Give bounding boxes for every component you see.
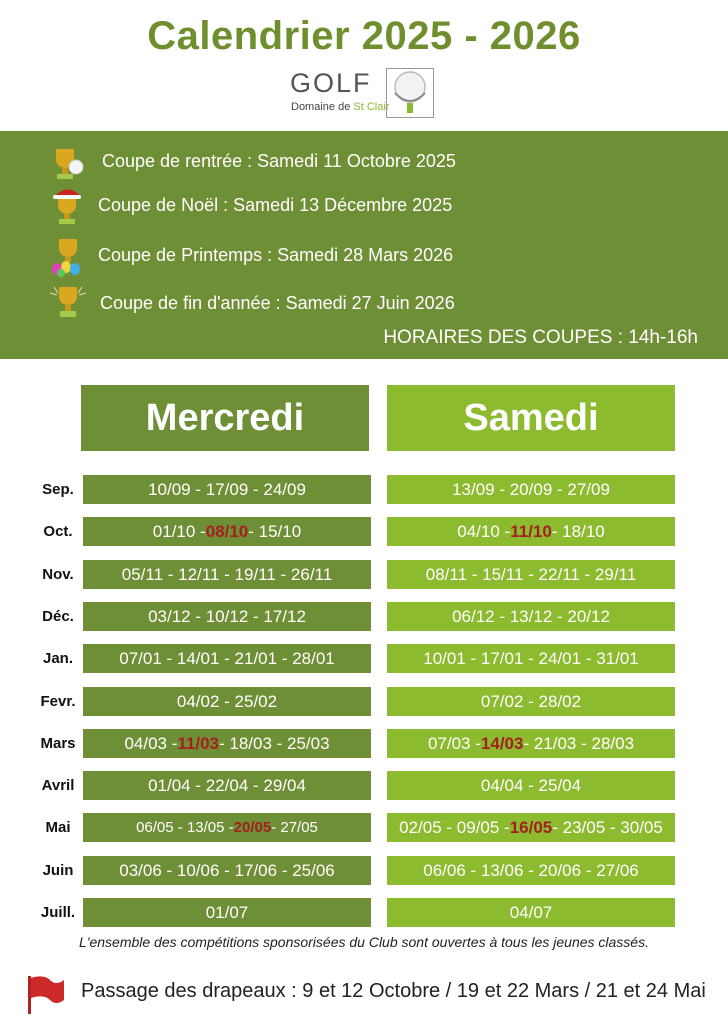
logo-sub-b: St Clair <box>353 101 390 113</box>
club-logo <box>288 68 438 120</box>
date-text: - 21/03 - 28/03 <box>523 733 635 753</box>
page-title: Calendrier 2025 - 2026 <box>147 14 581 58</box>
date-text: 07/01 - 14/01 - 21/01 - 28/01 <box>119 648 335 668</box>
cup-date-highlight: 11/10 <box>510 521 552 541</box>
cups-banner <box>0 131 728 359</box>
samedi-dates-cell <box>387 475 675 504</box>
month-label: Mai <box>45 819 71 836</box>
month-label: Juin <box>42 862 74 879</box>
month-label: Avril <box>41 777 75 794</box>
cup-date-highlight: 16/05 <box>509 817 553 837</box>
trophy-golfball-icon <box>48 145 88 185</box>
samedi-dates-cell <box>387 602 675 631</box>
date-text: 01/10 - <box>152 521 206 541</box>
mercredi-dates-cell <box>83 517 371 546</box>
samedi-dates-cell <box>387 856 675 885</box>
month-label: Oct. <box>43 523 73 540</box>
column-header-mercredi: Mercredi <box>81 385 369 451</box>
cup-date-highlight: 20/05 <box>233 819 272 836</box>
mercredi-dates-cell <box>83 602 371 631</box>
cup-row-fin-annee <box>0 283 728 323</box>
month-label: Juill. <box>40 904 76 921</box>
date-text: 13/09 - 20/09 - 27/09 <box>452 479 610 499</box>
samedi-dates-cell <box>387 771 675 800</box>
trophy-fireworks-icon <box>48 283 88 323</box>
cup-date-highlight: 08/10 <box>205 521 249 541</box>
sponsor-note: L'ensemble des compétitions sponsorisées du Club sont ouvertes à tous les jeunes classés. <box>79 934 649 950</box>
date-text: - 18/03 - 25/03 <box>218 733 330 753</box>
logo-subtitle <box>291 101 389 113</box>
date-text: 08/11 - 15/11 - 22/11 - 29/11 <box>425 564 637 584</box>
drapeaux-text: Passage des drapeaux : 9 et 12 Octobre / 19 et 22 Mars / 21 et 24 Mai <box>81 980 706 1002</box>
cup-text-rentree: Coupe de rentrée : Samedi 11 Octobre 2025 <box>102 151 456 171</box>
date-text: 10/09 - 17/09 - 24/09 <box>148 479 306 499</box>
cup-text-fin-annee: Coupe de fin d'année : Samedi 27 Juin 2026 <box>100 293 455 313</box>
date-text: 01/04 - 22/04 - 29/04 <box>148 775 306 795</box>
month-label: Mars <box>40 735 76 752</box>
date-text: 06/12 - 13/12 - 20/12 <box>452 606 610 626</box>
cup-date-highlight: 11/03 <box>177 733 219 753</box>
mercredi-dates-cell <box>83 771 371 800</box>
month-label: Fevr. <box>40 693 76 710</box>
samedi-dates-cell <box>387 560 675 589</box>
date-text: 10/01 - 17/01 - 24/01 - 31/01 <box>423 648 639 668</box>
samedi-dates-cell <box>387 687 675 716</box>
date-text: 06/05 - 13/05 - <box>136 819 234 836</box>
date-text: 07/03 - <box>427 733 481 753</box>
samedi-dates-cell <box>387 898 675 927</box>
cup-row-printemps <box>0 237 728 277</box>
date-text: 02/05 - 09/05 - <box>399 817 510 837</box>
date-text: 01/07 <box>205 902 249 922</box>
samedi-dates-cell <box>387 517 675 546</box>
cup-text-noel: Coupe de Noël : Samedi 13 Décembre 2025 <box>98 195 453 215</box>
golf-ball-icon <box>386 68 434 118</box>
month-label: Nov. <box>42 566 74 583</box>
month-label: Jan. <box>42 650 73 667</box>
samedi-dates-cell <box>387 813 675 842</box>
date-text: 04/03 - <box>124 733 178 753</box>
date-text: 04/04 - 25/04 <box>480 775 582 795</box>
date-text: 07/02 - 28/02 <box>480 691 582 711</box>
date-text: 03/12 - 10/12 - 17/12 <box>148 606 306 626</box>
date-text: 03/06 - 10/06 - 17/06 - 25/06 <box>119 860 335 880</box>
month-label: Sep. <box>42 481 74 498</box>
mercredi-dates-cell <box>83 729 371 758</box>
logo-sub-a: Domaine de <box>291 101 354 113</box>
mercredi-dates-cell <box>83 687 371 716</box>
date-text: 04/10 - <box>457 521 511 541</box>
date-text: - 27/05 <box>271 819 318 836</box>
logo-golf-text: GOLF <box>290 68 372 98</box>
date-text: - 15/10 <box>248 521 302 541</box>
date-text: 04/07 <box>509 902 553 922</box>
date-text: - 18/10 <box>551 521 605 541</box>
samedi-dates-cell <box>387 729 675 758</box>
date-text: 06/06 - 13/06 - 20/06 - 27/06 <box>423 860 639 880</box>
cup-text-printemps: Coupe de Printemps : Samedi 28 Mars 2026 <box>98 245 454 265</box>
month-label: Déc. <box>42 608 74 625</box>
trophy-easter-eggs-icon <box>48 237 88 277</box>
cup-row-noel <box>0 187 728 227</box>
column-header-samedi: Samedi <box>387 385 675 451</box>
mercredi-dates-cell <box>83 475 371 504</box>
cup-date-highlight: 14/03 <box>480 733 524 753</box>
cup-row-rentree <box>0 145 728 185</box>
trophy-santa-hat-icon <box>48 187 88 227</box>
mercredi-dates-cell <box>83 644 371 673</box>
horaires-text: HORAIRES DES COUPES : 14h-16h <box>383 327 698 348</box>
mercredi-dates-cell <box>83 813 371 842</box>
red-flag-icon <box>24 972 68 1016</box>
date-text: 05/11 - 12/11 - 19/11 - 26/11 <box>121 564 333 584</box>
mercredi-dates-cell <box>83 898 371 927</box>
mercredi-dates-cell <box>83 856 371 885</box>
date-text: 04/02 - 25/02 <box>176 691 278 711</box>
mercredi-dates-cell <box>83 560 371 589</box>
samedi-dates-cell <box>387 644 675 673</box>
date-text: - 23/05 - 30/05 <box>552 817 663 837</box>
